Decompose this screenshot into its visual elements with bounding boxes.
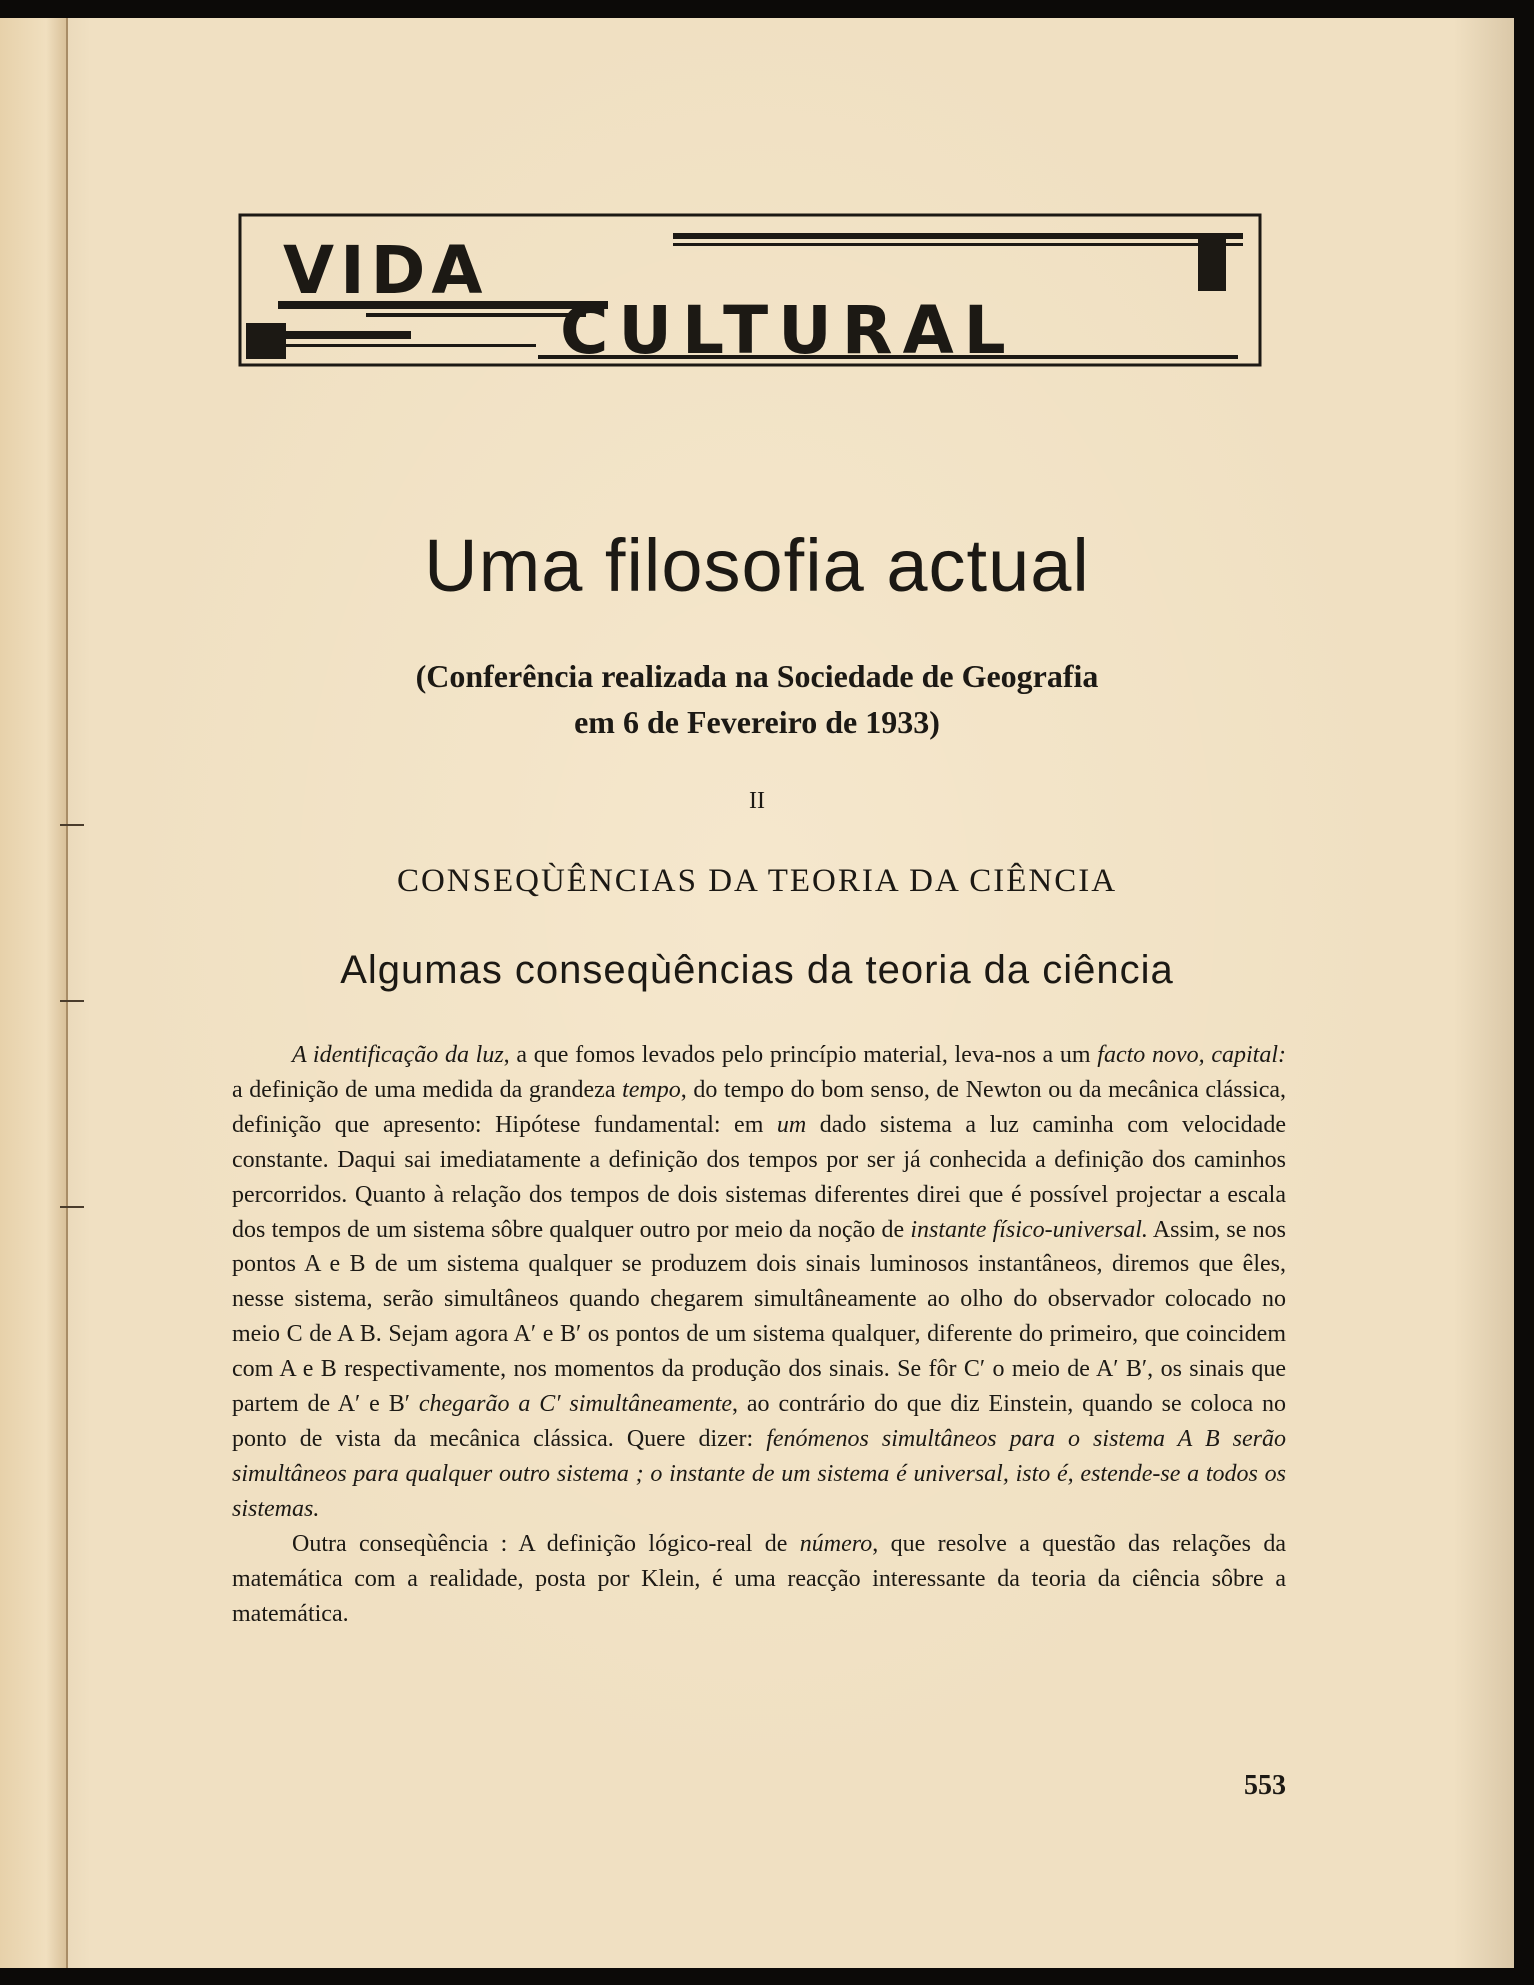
banner-word-cultural: CULTURAL [560,292,1016,367]
italic-text: número [799,1530,873,1557]
body-paragraph [232,1527,1286,1632]
italic-text: tempo [622,1076,681,1103]
text-run: Assim, se nos pontos A e B de um sistema qualquer se produzem dois sinais luminosos instantâneos, diremos que êles, nesse sistema, serão simultâneos quando chegarem simultâneamente ao olho do observador colocado no meio C de A B. Sejam agora A′ e B′ os pontos de um sistema qualquer, diferente do primeiro, que coincidem com A e B respectivamente, nos momentos da produção dos sinais. Se fôr C′ o meio de A′ B′, os sinais que partem de A′ e B′ [232,1216,1286,1418]
italic-text: facto novo, capital: [1097,1042,1286,1068]
text-run: Outra conseqùência : A definição lógico-real de [292,1530,800,1557]
binding-gutter [0,18,68,1968]
italic-text: fenómenos simultâneos para o sistema A B serão simultâneos para qualquer outro sistema ; o instante de um sistema é universal, isto é, estende-se a todos os sistemas. [232,1425,1286,1522]
banner-word-vida: VIDA [283,232,489,309]
italic-text: A identificação da luz [292,1042,504,1068]
text-run: a definição de uma medida da grandeza [232,1076,623,1103]
text-run: dado sistema a luz caminha com velocidade constante. Daqui sai imediatamente a definição dos tempos por ser já conhecida a definição dos caminhos percorridos. Quanto à relação dos tempos de dois sistemas diferentes direi que é possível projectar a escala dos tempos de um sistema sôbre qualquer outro por meio da noção de [232,1111,1286,1243]
book-page [0,18,1514,1968]
binding-mark [60,1206,84,1208]
page-number: 553 [1244,1770,1286,1801]
text-run: , ao contrário do que diz Einstein, quando se coloca no ponto de vista da mecânica clássica. Quere dizer: [232,1391,1286,1452]
text-run: , a que fomos levados pelo princípio material, leva-nos a um [503,1042,1098,1068]
text-run: , do tempo do bom senso, de Newton ou da mecânica clássica, definição que apresento: Hipótese fundamental: em [232,1076,1287,1138]
vida-cultural-banner [238,213,1262,367]
binding-mark [60,824,84,826]
section-number: II [749,788,765,814]
binding-mark [60,1000,84,1002]
italic-text: um [776,1111,807,1138]
article-body [232,1038,1286,1631]
section-title: CONSEQÙÊNCIAS DA TEORIA DA CIÊNCIA [396,863,1118,899]
article-subtitle-line1: (Conferência realizada na Sociedade de Geografia [415,658,1099,694]
section-subtitle: Algumas conseqùências da teoria da ciência [340,948,1174,992]
article-subtitle-line2: em 6 de Fevereiro de 1933) [574,704,940,740]
body-paragraph [232,1038,1286,1527]
text-run: , que resolve a questão das relações da matemática com a realidade, posta por Klein, é uma reacção interessante da teoria da ciência sôbre a matemática. [232,1530,1286,1627]
italic-text: instante físico-universal. [910,1216,1148,1243]
italic-text: chegarão a C′ simultâneamente [418,1391,733,1418]
banner-graphic [238,213,1262,367]
article-title: Uma filosofia actual [424,524,1090,607]
